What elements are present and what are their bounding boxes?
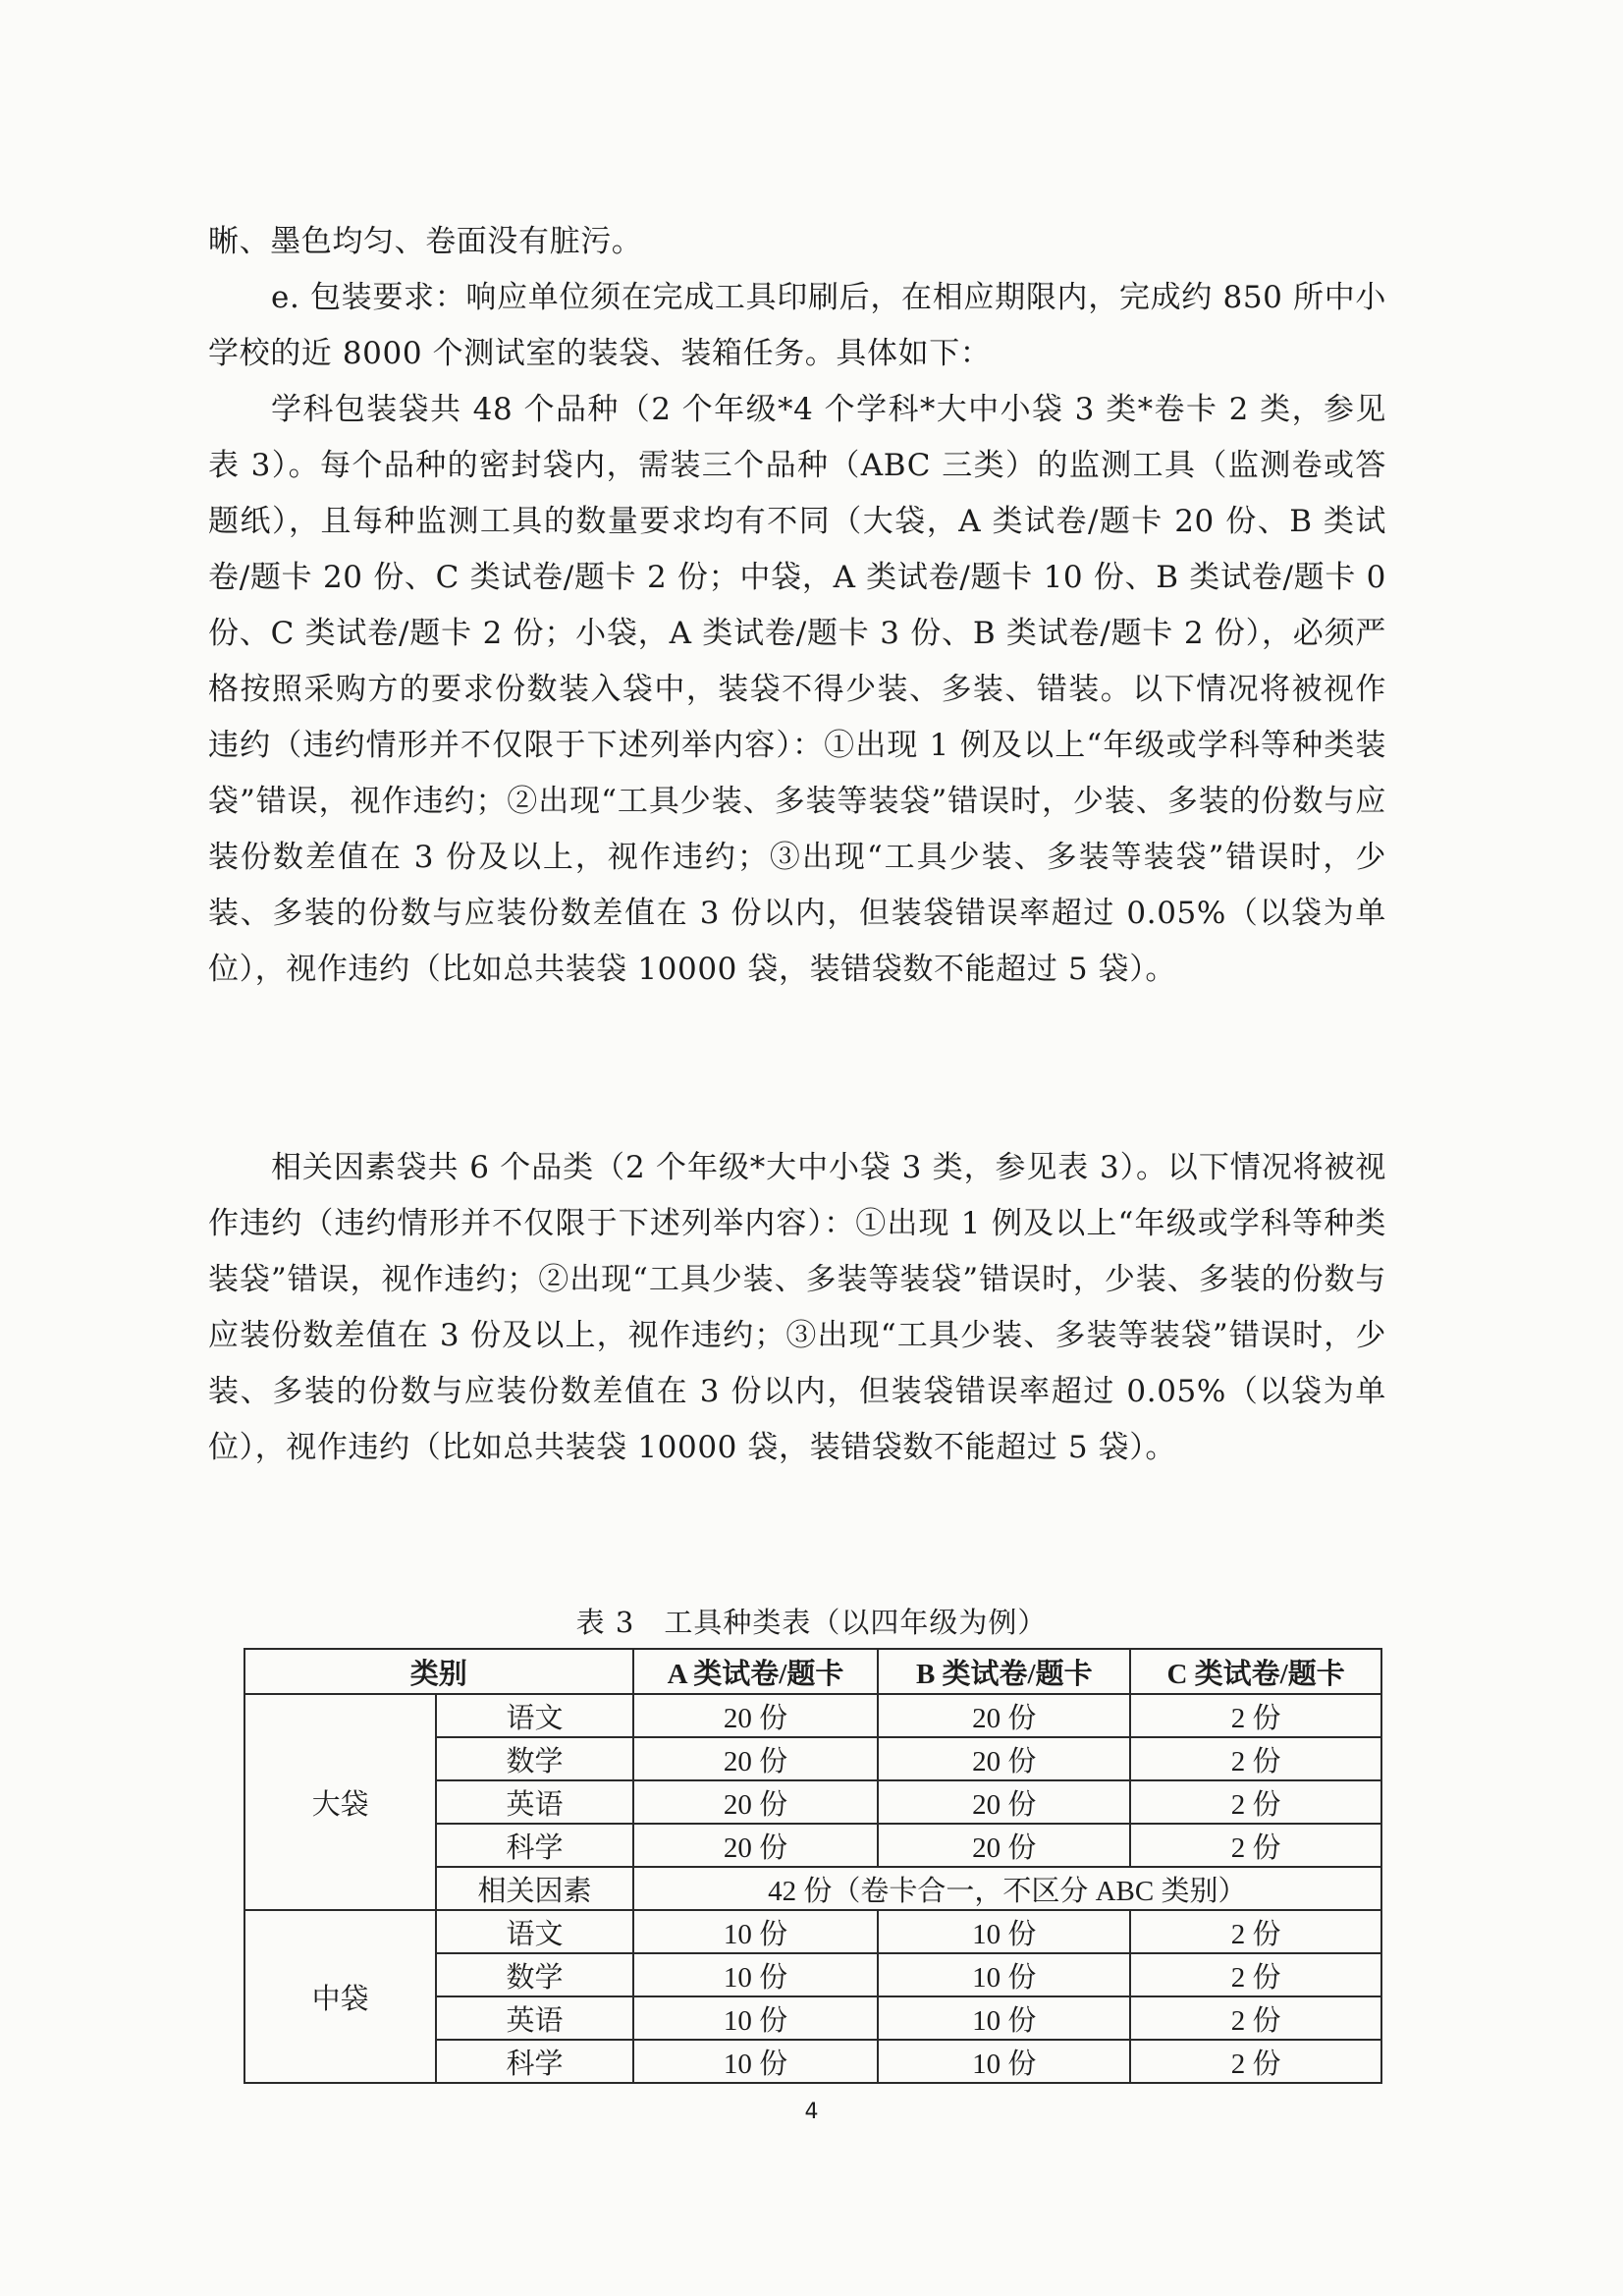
tool-type-table: [243, 1648, 1382, 2084]
a-count-cell: 10 份: [633, 2040, 879, 2083]
c-count-cell: 2 份: [1130, 1737, 1381, 1780]
c-count-cell: 2 份: [1130, 1910, 1381, 1953]
table-caption: 表 3 工具种类表（以四年级为例）: [575, 1606, 1048, 1639]
header-a: A 类试卷/题卡: [633, 1649, 879, 1694]
subject-cell: 科学: [436, 1824, 632, 1867]
merged-count-cell: 42 份（卷卡合一，不区分 ABC 类别）: [633, 1867, 1381, 1910]
b-count-cell: 10 份: [878, 1953, 1130, 1996]
a-count-cell: 20 份: [633, 1737, 879, 1780]
c-count-cell: 2 份: [1130, 1824, 1381, 1867]
b-count-cell: 20 份: [878, 1694, 1130, 1737]
a-count-cell: 10 份: [633, 1910, 879, 1953]
header-category: 类别: [244, 1649, 633, 1694]
paragraph-subject-bags: 学科包装袋共 48 个品种（2 个年级*4 个学科*大中小袋 3 类*卷卡 2 类，参见表 3）。每个品种的密封袋内，需装三个品种（ABC 三类）的监测工具（监测卷或答题纸），且每种监测工具的数量要求均有不同（大袋，A 类试卷/题卡 20 份、B 类试卷/题卡 20 份、C 类试卷/题卡 2 份；中袋，A 类试卷/题卡 10 份、B 类试卷/题卡 0 份、C 类试卷/题卡 2 份；小袋，A 类试卷/题卡 3 份、B 类试卷/题卡 2 份），必须严格按照采购方的要求份数装入袋中，装袋不得少装、多装、错装。以下情况将被视作违约（违约情形并不仅限于下述列举内容）：①出现 1 例及以上“年级或学科等种类装袋”错误，视作违约；②出现“工具少装、多装等装袋”错误时，少装、多装的份数与应装份数差值在 3 份及以上，视作违约；③出现“工具少装、多装等装袋”错误时，少装、多装的份数与应装份数差值在 3 份以内，但装袋错误率超过 0.05%（以袋为单位），视作违约（比如总共装袋 10000 袋，装错袋数不能超过 5 袋）。: [208, 392, 1386, 987]
subject-cell: 英语: [436, 1996, 632, 2040]
a-count-cell: 10 份: [633, 1953, 879, 1996]
c-count-cell: 2 份: [1130, 1953, 1381, 1996]
subject-cell: 语文: [436, 1910, 632, 1953]
c-count-cell: 2 份: [1130, 2040, 1381, 2083]
subject-cell: 英语: [436, 1780, 632, 1824]
group-medium-bag: 中袋: [244, 1910, 436, 2083]
b-count-cell: 10 份: [878, 1996, 1130, 2040]
page-number: 4: [804, 2100, 819, 2124]
a-count-cell: 20 份: [633, 1780, 879, 1824]
b-count-cell: 10 份: [878, 1910, 1130, 1953]
table-header-row: [244, 1649, 1381, 1694]
header-c: C 类试卷/题卡: [1130, 1649, 1381, 1694]
group-large-bag: 大袋: [244, 1694, 436, 1910]
b-count-cell: 20 份: [878, 1780, 1130, 1824]
subject-cell: 数学: [436, 1953, 632, 1996]
c-count-cell: 2 份: [1130, 1996, 1381, 2040]
b-count-cell: 20 份: [878, 1824, 1130, 1867]
subject-cell: 语文: [436, 1694, 632, 1737]
a-count-cell: 10 份: [633, 1996, 879, 2040]
subject-cell: 科学: [436, 2040, 632, 2083]
paragraph-packaging-requirements: e. 包装要求：响应单位须在完成工具印刷后，在相应期限内，完成约 850 所中小学校的近 8000 个测试室的装袋、装箱任务。具体如下：: [208, 280, 1386, 371]
table-row: [244, 1910, 1381, 1953]
table-row: [244, 1694, 1381, 1737]
c-count-cell: 2 份: [1130, 1694, 1381, 1737]
paragraph-continuation: 晰、墨色均匀、卷面没有脏污。: [208, 224, 643, 259]
subject-cell: 数学: [436, 1737, 632, 1780]
a-count-cell: 20 份: [633, 1694, 879, 1737]
header-b: B 类试卷/题卡: [878, 1649, 1130, 1694]
a-count-cell: 20 份: [633, 1824, 879, 1867]
c-count-cell: 2 份: [1130, 1780, 1381, 1824]
paragraph-related-factor-bags: 相关因素袋共 6 个品类（2 个年级*大中小袋 3 类，参见表 3）。以下情况将被视作违约（违约情形并不仅限于下述列举内容）：①出现 1 例及以上“年级或学科等种类装袋”错误，视作违约；②出现“工具少装、多装等装袋”错误时，少装、多装的份数与应装份数差值在 3 份及以上，视作违约；③出现“工具少装、多装等装袋”错误时，少装、多装的份数与应装份数差值在 3 份以内，但装袋错误率超过 0.05%（以袋为单位），视作违约（比如总共装袋 10000 袋，装错袋数不能超过 5 袋）。: [208, 1150, 1386, 1465]
subject-cell: 相关因素: [436, 1867, 632, 1910]
b-count-cell: 10 份: [878, 2040, 1130, 2083]
b-count-cell: 20 份: [878, 1737, 1130, 1780]
